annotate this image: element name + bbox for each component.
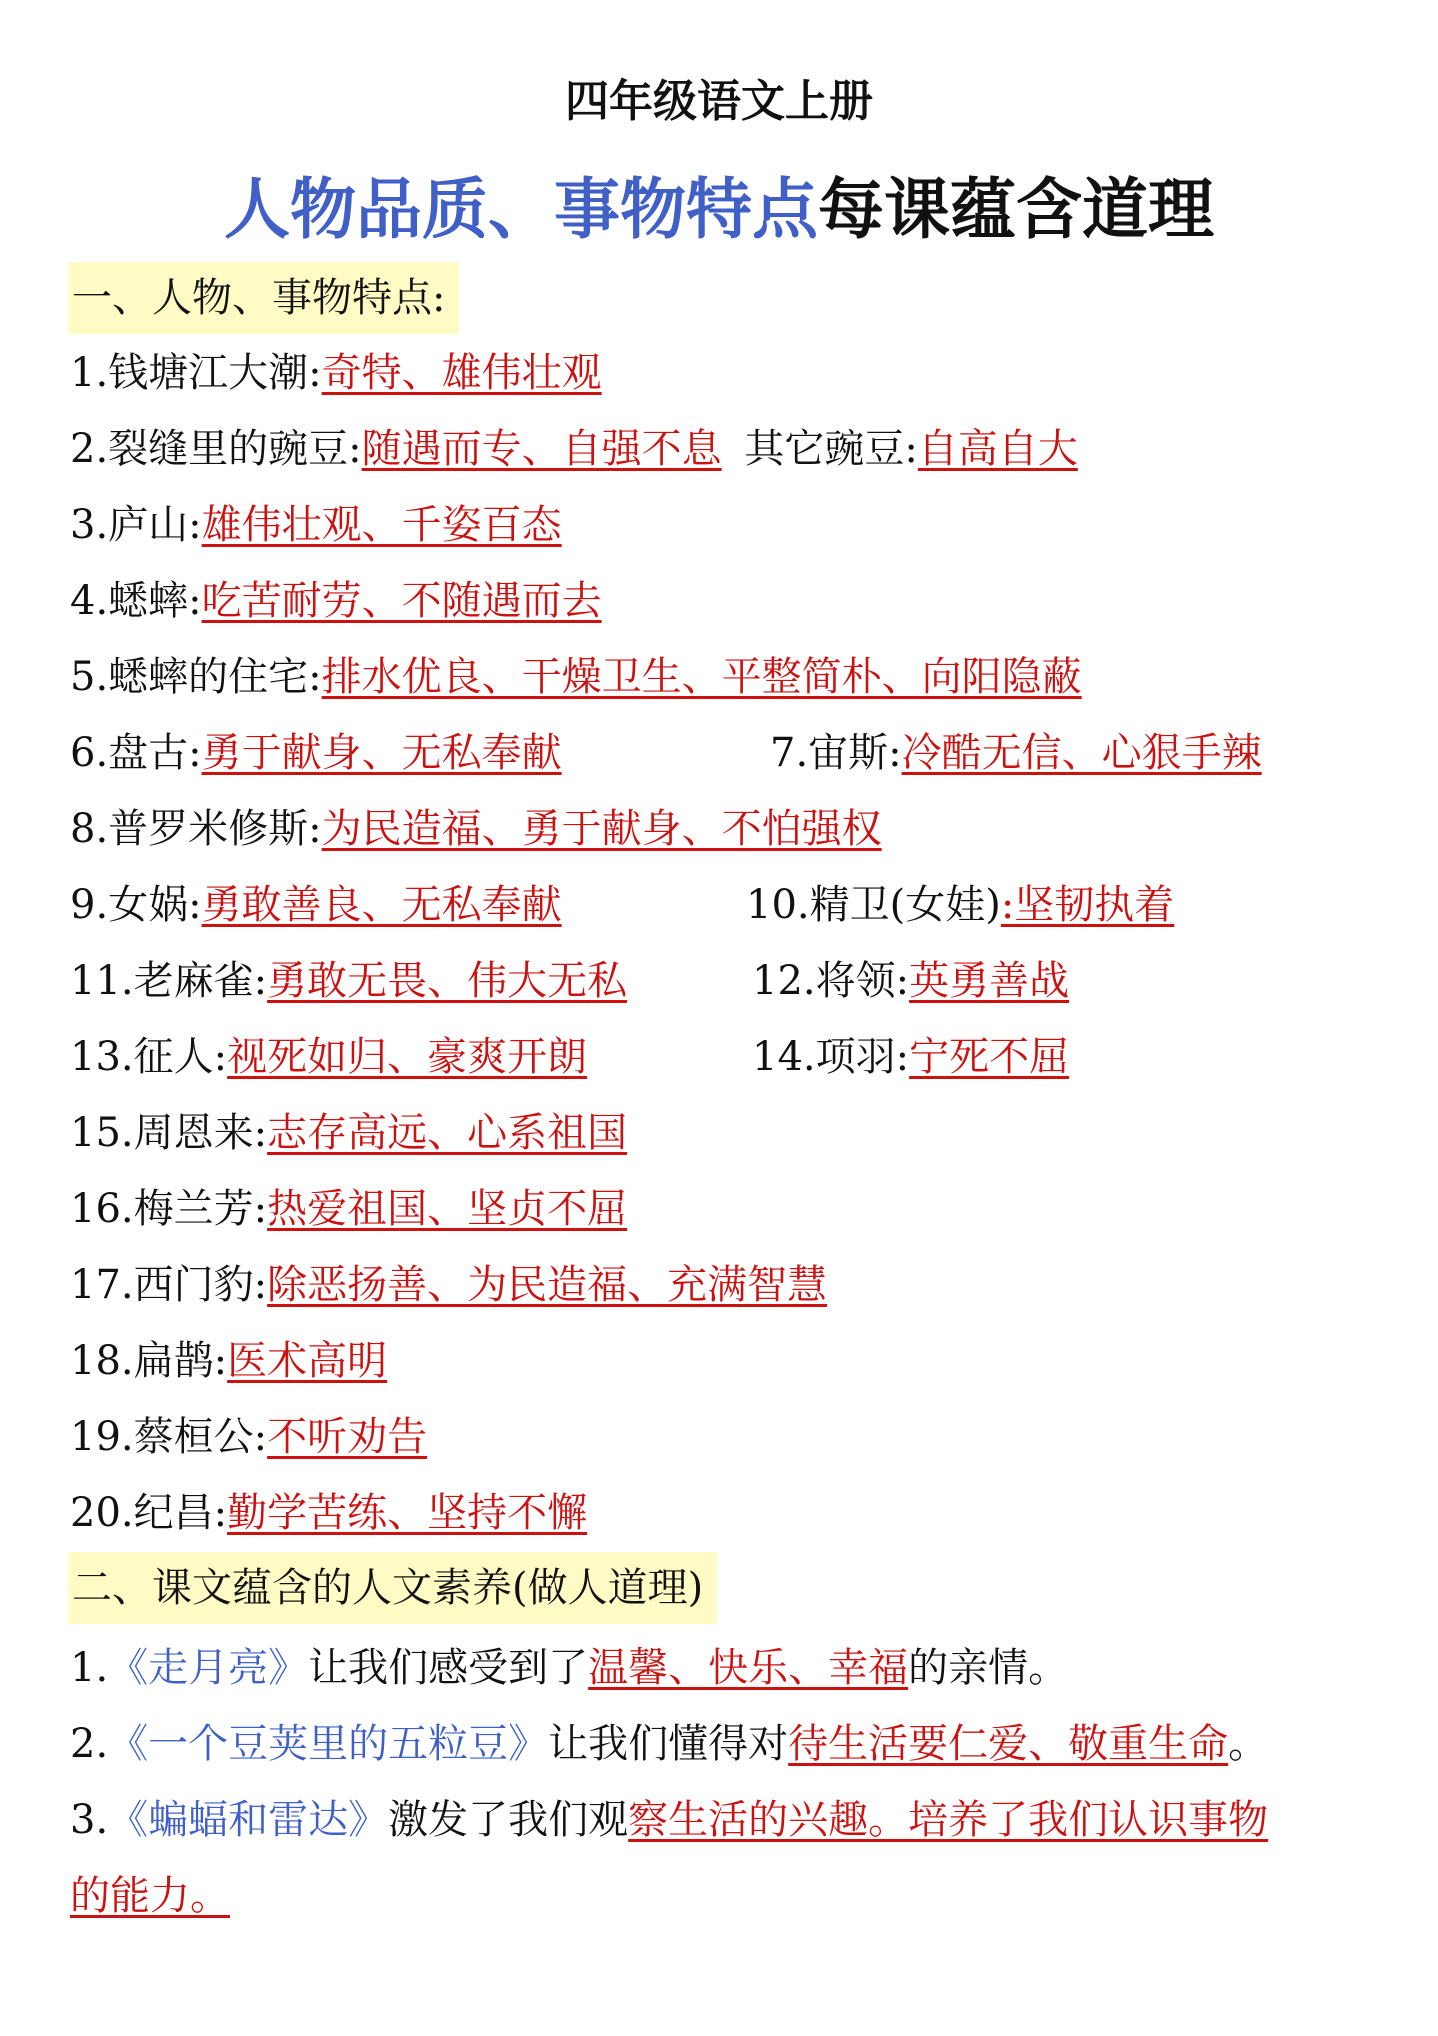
subtitle-highlight: 人物品质、事物特点 [224, 170, 818, 248]
item-text: 让我们感受到了 [308, 1645, 589, 1691]
book-title: 《一个豆荚里的五粒豆》 [108, 1721, 549, 1767]
item-label: 19.蔡桓公: [70, 1414, 268, 1460]
item-answer: 雄伟壮观、千姿百态 [201, 502, 562, 548]
list-item [70, 874, 1370, 936]
item-label: 2.裂缝里的豌豆: [70, 426, 362, 472]
item-label-2: 7.宙斯: [770, 730, 902, 776]
list-item [70, 1782, 1390, 1858]
list-item [70, 1706, 1390, 1782]
item-label: 17.西门豹: [70, 1262, 268, 1308]
item-label: 3.庐山: [70, 502, 202, 548]
item-label: 4.蟋蟀: [70, 578, 202, 624]
item-answer: 勇敢无畏、伟大无私 [267, 958, 628, 1004]
item-second [752, 950, 1069, 1012]
list-item [70, 722, 1370, 784]
list-item [70, 646, 1082, 708]
list-item [70, 570, 602, 632]
item-answer: 温馨、快乐、幸福 [588, 1645, 909, 1691]
item-answer: 排水优良、干燥卫生、平整简朴、向阳隐蔽 [321, 654, 1082, 700]
item-answer: 为民造福、勇于献身、不怕强权 [321, 806, 882, 852]
item-answer: 待生活要仁爱、敬重生命 [788, 1721, 1229, 1767]
list-item [70, 1254, 827, 1316]
item-label: 11.老麻雀: [70, 958, 268, 1004]
item-answer-2: 宁死不屈 [909, 1034, 1070, 1080]
list-item [70, 418, 1370, 480]
list-item [70, 1482, 587, 1544]
list-item [70, 950, 1370, 1012]
item-second [770, 722, 1262, 784]
item-answer: 视死如归、豪爽开朗 [227, 1034, 588, 1080]
item-answer: 不听劝告 [267, 1414, 428, 1460]
item-label: 15.周恩来: [70, 1110, 268, 1156]
item-answer-2: 自高自大 [917, 426, 1078, 472]
book-title: 《走月亮》 [108, 1645, 309, 1691]
item-answer: 热爱祖国、坚贞不屈 [267, 1186, 628, 1232]
item-label-2: 14.项羽: [752, 1034, 910, 1080]
item-label: 18.扁鹊: [70, 1338, 228, 1384]
item-answer-2: 英勇善战 [909, 958, 1070, 1004]
section-1-heading: 一、人物、事物特点: [68, 262, 459, 334]
item-answer: 随遇而专、自强不息 [361, 426, 722, 472]
item-label: 5.蟋蟀的住宅: [70, 654, 322, 700]
item-label: 13.征人: [70, 1034, 228, 1080]
item-answer: 吃苦耐劳、不随遇而去 [201, 578, 602, 624]
list-item-continuation [70, 1858, 1390, 1934]
section-2-heading: 二、课文蕴含的人文素养(做人道理) [68, 1552, 717, 1624]
item-number: 1. [70, 1645, 109, 1691]
item-answer: 奇特、雄伟壮观 [321, 350, 602, 396]
item-label-2: 其它豌豆: [744, 426, 918, 472]
item-second [752, 1026, 1069, 1088]
item-answer-continued: 的能力。 [70, 1873, 230, 1919]
item-label-2: 12.将领: [752, 958, 910, 1004]
item-label: 6.盘古: [70, 730, 202, 776]
item-answer: 除恶扬善、为民造福、充满智慧 [267, 1262, 828, 1308]
subtitle-rest: 每课蕴含道理 [818, 170, 1214, 248]
item-answer: 察生活的兴趣。培养了我们认识事物 [628, 1797, 1269, 1843]
list-item [70, 798, 882, 860]
item-answer: 勇敢善良、无私奉献 [201, 882, 562, 928]
list-item [70, 342, 602, 404]
item-label: 8.普罗米修斯: [70, 806, 322, 852]
item-answer-2: 冷酷无信、心狠手辣 [901, 730, 1262, 776]
item-label: 1.钱塘江大潮: [70, 350, 322, 396]
item-label-2: 10.精卫(女娃) [746, 882, 1001, 928]
item-second [746, 874, 1174, 936]
book-title: 《蝙蝠和雷达》 [108, 1797, 389, 1843]
item-answer: 勇于献身、无私奉献 [201, 730, 562, 776]
list-item [70, 1102, 627, 1164]
item-number: 2. [70, 1721, 109, 1767]
item-label: 20.纪昌: [70, 1490, 228, 1536]
item-number: 3. [70, 1797, 109, 1843]
page-title: 四年级语文上册 [565, 76, 873, 127]
list-item [70, 1026, 1370, 1088]
item-label: 9.女娲: [70, 882, 202, 928]
item-answer: 勤学苦练、坚持不懈 [227, 1490, 588, 1536]
list-item [70, 1330, 387, 1392]
item-answer: 医术高明 [227, 1338, 388, 1384]
item-text: 让我们懂得对 [548, 1721, 789, 1767]
list-item [70, 1178, 627, 1240]
item-text: 激发了我们观 [388, 1797, 629, 1843]
item-tail: 。 [1228, 1721, 1269, 1767]
item-tail: 的亲情。 [908, 1645, 1069, 1691]
page-subtitle [0, 166, 1438, 252]
item-answer: 志存高远、心系祖国 [267, 1110, 628, 1156]
list-item [70, 1630, 1390, 1706]
list-item [70, 1406, 427, 1468]
item-answer-2: :坚韧执着 [1000, 882, 1175, 928]
list-item [70, 494, 562, 556]
item-label: 16.梅兰芳: [70, 1186, 268, 1232]
